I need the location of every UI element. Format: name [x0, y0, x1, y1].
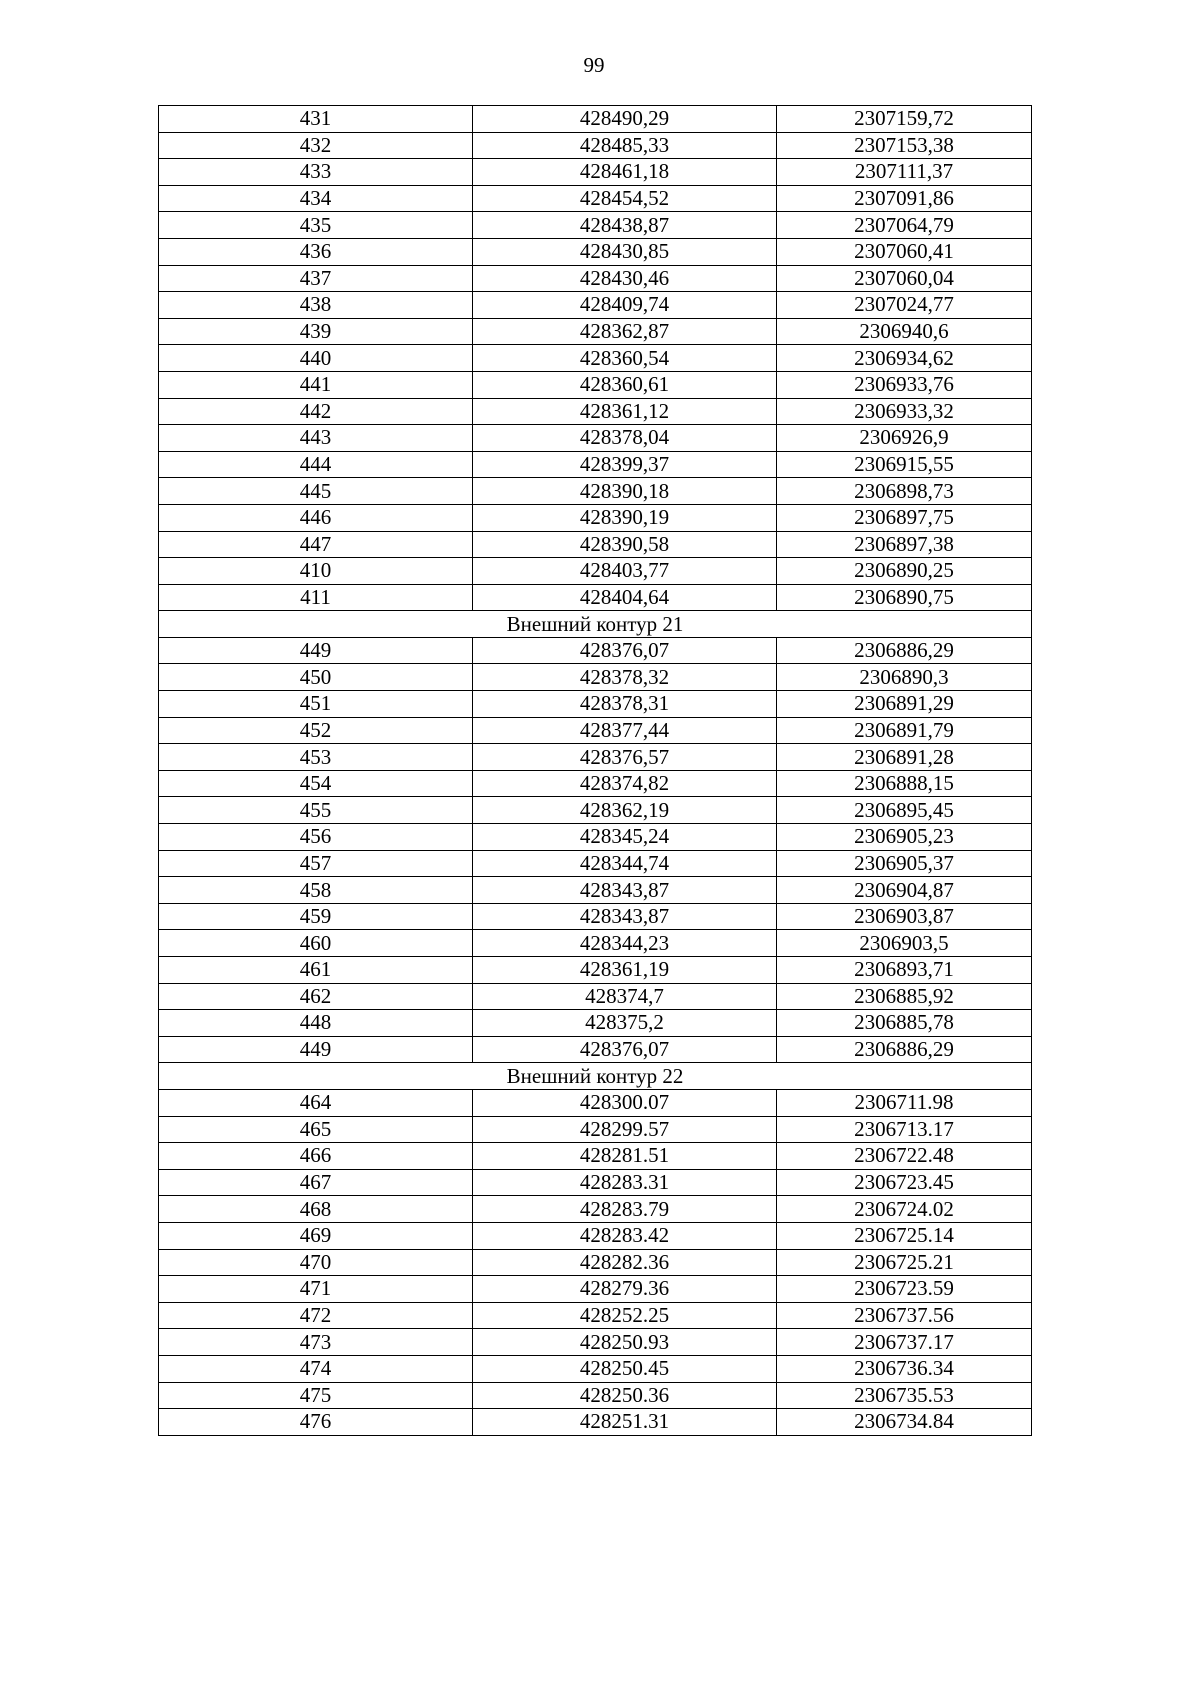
x-coordinate-cell: 428361,12	[473, 398, 777, 425]
point-number-cell: 437	[159, 265, 473, 292]
x-coordinate-cell: 428283.79	[473, 1196, 777, 1223]
x-coordinate-cell: 428251.31	[473, 1409, 777, 1436]
point-number-cell: 446	[159, 504, 473, 531]
y-coordinate-cell: 2307064,79	[777, 212, 1032, 239]
table-row	[159, 1302, 1032, 1329]
table-row	[159, 1036, 1032, 1063]
point-number-cell: 448	[159, 1010, 473, 1037]
x-coordinate-cell: 428345,24	[473, 824, 777, 851]
x-coordinate-cell: 428404,64	[473, 584, 777, 611]
x-coordinate-cell: 428390,18	[473, 478, 777, 505]
table-row	[159, 1089, 1032, 1116]
point-number-cell: 460	[159, 930, 473, 957]
section-header-row	[159, 611, 1032, 638]
y-coordinate-cell: 2306934,62	[777, 345, 1032, 372]
x-coordinate-cell: 428283.42	[473, 1222, 777, 1249]
y-coordinate-cell: 2306724.02	[777, 1196, 1032, 1223]
x-coordinate-cell: 428283.31	[473, 1169, 777, 1196]
y-coordinate-cell: 2306737.17	[777, 1329, 1032, 1356]
table-row	[159, 1010, 1032, 1037]
table-row	[159, 584, 1032, 611]
point-number-cell: 443	[159, 425, 473, 452]
point-number-cell: 457	[159, 850, 473, 877]
table-row	[159, 744, 1032, 771]
x-coordinate-cell: 428438,87	[473, 212, 777, 239]
table-row	[159, 1116, 1032, 1143]
y-coordinate-cell: 2306905,23	[777, 824, 1032, 851]
point-number-cell: 445	[159, 478, 473, 505]
y-coordinate-cell: 2306885,78	[777, 1010, 1032, 1037]
y-coordinate-cell: 2306736.34	[777, 1355, 1032, 1382]
y-coordinate-cell: 2307060,04	[777, 265, 1032, 292]
table-row	[159, 957, 1032, 984]
table-row	[159, 398, 1032, 425]
y-coordinate-cell: 2307060,41	[777, 238, 1032, 265]
table-row	[159, 1382, 1032, 1409]
table-row	[159, 238, 1032, 265]
coordinates-table	[158, 105, 1032, 1436]
y-coordinate-cell: 2306723.45	[777, 1169, 1032, 1196]
table-row	[159, 212, 1032, 239]
x-coordinate-cell: 428343,87	[473, 877, 777, 904]
y-coordinate-cell: 2306926,9	[777, 425, 1032, 452]
point-number-cell: 451	[159, 691, 473, 718]
x-coordinate-cell: 428378,32	[473, 664, 777, 691]
table-row	[159, 1196, 1032, 1223]
point-number-cell: 441	[159, 371, 473, 398]
x-coordinate-cell: 428362,87	[473, 318, 777, 345]
y-coordinate-cell: 2306915,55	[777, 451, 1032, 478]
x-coordinate-cell: 428490,29	[473, 106, 777, 133]
x-coordinate-cell: 428360,54	[473, 345, 777, 372]
point-number-cell: 464	[159, 1089, 473, 1116]
y-coordinate-cell: 2306903,5	[777, 930, 1032, 957]
x-coordinate-cell: 428299.57	[473, 1116, 777, 1143]
table-row	[159, 637, 1032, 664]
x-coordinate-cell: 428250.93	[473, 1329, 777, 1356]
x-coordinate-cell: 428461,18	[473, 159, 777, 186]
y-coordinate-cell: 2306885,92	[777, 983, 1032, 1010]
x-coordinate-cell: 428376,57	[473, 744, 777, 771]
point-number-cell: 438	[159, 292, 473, 319]
y-coordinate-cell: 2306722.48	[777, 1143, 1032, 1170]
x-coordinate-cell: 428374,7	[473, 983, 777, 1010]
table-row	[159, 265, 1032, 292]
table-row	[159, 903, 1032, 930]
x-coordinate-cell: 428362,19	[473, 797, 777, 824]
point-number-cell: 465	[159, 1116, 473, 1143]
point-number-cell: 433	[159, 159, 473, 186]
x-coordinate-cell: 428360,61	[473, 371, 777, 398]
x-coordinate-cell: 428454,52	[473, 185, 777, 212]
table-row	[159, 558, 1032, 585]
y-coordinate-cell: 2306904,87	[777, 877, 1032, 904]
point-number-cell: 458	[159, 877, 473, 904]
table-row	[159, 531, 1032, 558]
y-coordinate-cell: 2306888,15	[777, 770, 1032, 797]
y-coordinate-cell: 2306891,79	[777, 717, 1032, 744]
table-row	[159, 1355, 1032, 1382]
point-number-cell: 475	[159, 1382, 473, 1409]
table-row	[159, 451, 1032, 478]
y-coordinate-cell: 2306890,25	[777, 558, 1032, 585]
x-coordinate-cell: 428485,33	[473, 132, 777, 159]
x-coordinate-cell: 428252.25	[473, 1302, 777, 1329]
table-row	[159, 159, 1032, 186]
coordinates-table-body	[159, 106, 1032, 1436]
x-coordinate-cell: 428430,85	[473, 238, 777, 265]
table-row	[159, 717, 1032, 744]
point-number-cell: 450	[159, 664, 473, 691]
y-coordinate-cell: 2306898,73	[777, 478, 1032, 505]
y-coordinate-cell: 2306890,3	[777, 664, 1032, 691]
point-number-cell: 442	[159, 398, 473, 425]
x-coordinate-cell: 428282.36	[473, 1249, 777, 1276]
point-number-cell: 462	[159, 983, 473, 1010]
point-number-cell: 449	[159, 637, 473, 664]
x-coordinate-cell: 428378,31	[473, 691, 777, 718]
point-number-cell: 456	[159, 824, 473, 851]
point-number-cell: 452	[159, 717, 473, 744]
y-coordinate-cell: 2307024,77	[777, 292, 1032, 319]
page-number: 99	[583, 53, 605, 77]
y-coordinate-cell: 2306940,6	[777, 318, 1032, 345]
y-coordinate-cell: 2306905,37	[777, 850, 1032, 877]
point-number-cell: 470	[159, 1249, 473, 1276]
x-coordinate-cell: 428279.36	[473, 1276, 777, 1303]
point-number-cell: 447	[159, 531, 473, 558]
point-number-cell: 474	[159, 1355, 473, 1382]
point-number-cell: 472	[159, 1302, 473, 1329]
point-number-cell: 473	[159, 1329, 473, 1356]
section-title: Внешний контур 22	[159, 1063, 1032, 1090]
x-coordinate-cell: 428377,44	[473, 717, 777, 744]
x-coordinate-cell: 428361,19	[473, 957, 777, 984]
x-coordinate-cell: 428374,82	[473, 770, 777, 797]
table-row	[159, 930, 1032, 957]
y-coordinate-cell: 2306711.98	[777, 1089, 1032, 1116]
point-number-cell: 471	[159, 1276, 473, 1303]
table-row	[159, 691, 1032, 718]
y-coordinate-cell: 2306890,75	[777, 584, 1032, 611]
table-row	[159, 983, 1032, 1010]
y-coordinate-cell: 2306891,28	[777, 744, 1032, 771]
point-number-cell: 466	[159, 1143, 473, 1170]
table-row	[159, 1329, 1032, 1356]
y-coordinate-cell: 2306897,75	[777, 504, 1032, 531]
point-number-cell: 440	[159, 345, 473, 372]
point-number-cell: 461	[159, 957, 473, 984]
point-number-cell: 434	[159, 185, 473, 212]
table-row	[159, 185, 1032, 212]
table-row	[159, 292, 1032, 319]
section-title: Внешний контур 21	[159, 611, 1032, 638]
y-coordinate-cell: 2306734.84	[777, 1409, 1032, 1436]
y-coordinate-cell: 2306723.59	[777, 1276, 1032, 1303]
x-coordinate-cell: 428344,74	[473, 850, 777, 877]
y-coordinate-cell: 2306713.17	[777, 1116, 1032, 1143]
table-row	[159, 877, 1032, 904]
y-coordinate-cell: 2307153,38	[777, 132, 1032, 159]
table-row	[159, 1222, 1032, 1249]
table-row	[159, 1276, 1032, 1303]
point-number-cell: 476	[159, 1409, 473, 1436]
x-coordinate-cell: 428390,58	[473, 531, 777, 558]
point-number-cell: 435	[159, 212, 473, 239]
y-coordinate-cell: 2306886,29	[777, 637, 1032, 664]
y-coordinate-cell: 2306893,71	[777, 957, 1032, 984]
y-coordinate-cell: 2306725.21	[777, 1249, 1032, 1276]
table-row	[159, 478, 1032, 505]
table-row	[159, 1249, 1032, 1276]
y-coordinate-cell: 2306933,76	[777, 371, 1032, 398]
y-coordinate-cell: 2306897,38	[777, 531, 1032, 558]
point-number-cell: 459	[159, 903, 473, 930]
x-coordinate-cell: 428344,23	[473, 930, 777, 957]
point-number-cell: 436	[159, 238, 473, 265]
point-number-cell: 454	[159, 770, 473, 797]
section-header-row	[159, 1063, 1032, 1090]
y-coordinate-cell: 2306725.14	[777, 1222, 1032, 1249]
point-number-cell: 431	[159, 106, 473, 133]
table-row	[159, 106, 1032, 133]
table-row	[159, 664, 1032, 691]
x-coordinate-cell: 428300.07	[473, 1089, 777, 1116]
point-number-cell: 449	[159, 1036, 473, 1063]
x-coordinate-cell: 428250.36	[473, 1382, 777, 1409]
table-row	[159, 1409, 1032, 1436]
table-row	[159, 850, 1032, 877]
table-row	[159, 425, 1032, 452]
table-row	[159, 504, 1032, 531]
table-row	[159, 345, 1032, 372]
table-row	[159, 1143, 1032, 1170]
x-coordinate-cell: 428375,2	[473, 1010, 777, 1037]
y-coordinate-cell: 2307091,86	[777, 185, 1032, 212]
table-row	[159, 824, 1032, 851]
x-coordinate-cell: 428376,07	[473, 637, 777, 664]
x-coordinate-cell: 428250.45	[473, 1355, 777, 1382]
y-coordinate-cell: 2306903,87	[777, 903, 1032, 930]
table-row	[159, 797, 1032, 824]
x-coordinate-cell: 428390,19	[473, 504, 777, 531]
table-row	[159, 1169, 1032, 1196]
x-coordinate-cell: 428403,77	[473, 558, 777, 585]
point-number-cell: 411	[159, 584, 473, 611]
x-coordinate-cell: 428343,87	[473, 903, 777, 930]
x-coordinate-cell: 428430,46	[473, 265, 777, 292]
y-coordinate-cell: 2306886,29	[777, 1036, 1032, 1063]
y-coordinate-cell: 2307159,72	[777, 106, 1032, 133]
x-coordinate-cell: 428409,74	[473, 292, 777, 319]
point-number-cell: 439	[159, 318, 473, 345]
point-number-cell: 468	[159, 1196, 473, 1223]
x-coordinate-cell: 428378,04	[473, 425, 777, 452]
point-number-cell: 444	[159, 451, 473, 478]
y-coordinate-cell: 2306735.53	[777, 1382, 1032, 1409]
point-number-cell: 432	[159, 132, 473, 159]
point-number-cell: 467	[159, 1169, 473, 1196]
table-row	[159, 318, 1032, 345]
y-coordinate-cell: 2306933,32	[777, 398, 1032, 425]
point-number-cell: 469	[159, 1222, 473, 1249]
x-coordinate-cell: 428281.51	[473, 1143, 777, 1170]
table-row	[159, 770, 1032, 797]
y-coordinate-cell: 2306895,45	[777, 797, 1032, 824]
x-coordinate-cell: 428399,37	[473, 451, 777, 478]
table-row	[159, 132, 1032, 159]
point-number-cell: 453	[159, 744, 473, 771]
point-number-cell: 455	[159, 797, 473, 824]
y-coordinate-cell: 2306737.56	[777, 1302, 1032, 1329]
y-coordinate-cell: 2307111,37	[777, 159, 1032, 186]
point-number-cell: 410	[159, 558, 473, 585]
x-coordinate-cell: 428376,07	[473, 1036, 777, 1063]
table-row	[159, 371, 1032, 398]
y-coordinate-cell: 2306891,29	[777, 691, 1032, 718]
